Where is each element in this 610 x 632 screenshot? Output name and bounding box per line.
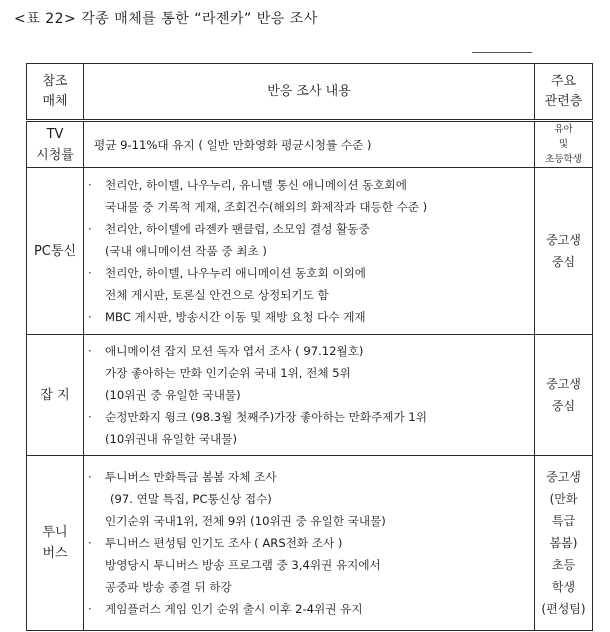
table-caption: <표 22> 각종 매체를 통한 “라젠카” 반응 조사 — [14, 11, 318, 27]
item-text: 인기순위 국내1위, 전체 9위 (10위권 중 유일한 국내물) — [105, 514, 386, 528]
table-header-row — [27, 64, 593, 121]
continuation-line — [84, 362, 534, 384]
media-cell: 잡 지 — [27, 335, 84, 456]
item-text: 천리안, 하이텔, 나우누리, 유니텔 통신 애니메이션 동호회에 — [105, 178, 407, 192]
item-text: 국내물 중 기록적 게재, 조회건수(해외의 화제작과 대등한 수준 ) — [105, 200, 428, 214]
decorative-rule — [472, 52, 532, 53]
item-text: 투니버스 만화특급 봄봄 자체 조사 — [105, 470, 277, 484]
related-cell: 중고생 (만화 특급 봄봄) 초등 학생 (편성팀) — [535, 456, 593, 631]
item-text: (10위권 중 유일한 국내물) — [105, 388, 241, 402]
continuation-line — [84, 428, 534, 450]
media-cell: PC통신 — [27, 168, 84, 335]
item-text: 순정만화지 윙크 (98.3월 첫째주)가장 좋아하는 만화주제가 1위 — [105, 410, 427, 424]
item-text: 애니메이션 잡지 모션 독자 엽서 조사 ( 97.12월호) — [105, 344, 364, 358]
header-content-label: 반응 조사 내용 — [267, 83, 351, 99]
bullet-dot: · — [88, 310, 92, 324]
content-cell — [84, 121, 535, 168]
bullet-item — [84, 306, 534, 328]
bullet-dot: · — [88, 266, 92, 280]
related-cell: 중고생 중심 — [535, 335, 593, 456]
related-cell: 유아 및 초등학생 — [535, 121, 593, 168]
bullet-item — [84, 262, 534, 284]
bullet-dot: · — [88, 222, 92, 236]
header-related — [535, 64, 593, 121]
continuation-line — [84, 196, 534, 218]
bullet-dot: · — [88, 344, 92, 358]
item-text: 가장 좋아하는 만화 인기순위 국내 1위, 전체 5위 — [105, 366, 351, 380]
item-text: 천리안, 하이텔에 라젠카 팬클럽, 소모임 결성 활동중 — [105, 222, 370, 236]
content-cell — [84, 456, 535, 631]
bullet-dot: · — [88, 602, 92, 616]
item-text: 평균 9-11%대 유지 ( 일반 만화영화 평균시청률 수준 ) — [94, 137, 372, 152]
bullet-dot: · — [88, 536, 92, 550]
header-media — [27, 64, 84, 121]
item-text: 천리안, 하이텔, 나우누리 애니메이션 동호회 이외에 — [105, 266, 366, 280]
header-related-label: 주요 관련층 — [544, 73, 583, 109]
continuation-line — [84, 510, 534, 532]
media-cell: 투니 버스 — [27, 456, 84, 631]
table-row — [27, 335, 593, 456]
item-text: 공중파 방송 종결 뒤 하강 — [105, 580, 232, 594]
table-row — [27, 456, 593, 631]
continuation-line — [84, 134, 534, 156]
continuation-line — [84, 240, 534, 262]
continuation-line — [84, 384, 534, 406]
item-text: (97. 연말 특집, PC통신상 접수) — [110, 492, 272, 506]
bullet-dot: · — [88, 178, 92, 192]
item-text: (국내 애니메이션 작품 중 최초 ) — [105, 244, 267, 258]
continuation-line — [84, 284, 534, 306]
item-text: (10위권내 유일한 국내물) — [105, 432, 237, 446]
continuation-line — [84, 576, 534, 598]
item-text: 투니버스 편성팀 인기도 조사 ( ARS전화 조사 ) — [105, 536, 343, 550]
header-media-label: 참조 매체 — [42, 73, 68, 109]
item-text: 전체 게시판, 토론실 안건으로 상정되기도 함 — [105, 288, 329, 302]
media-cell: TV 시청률 — [27, 121, 84, 168]
content-cell — [84, 335, 535, 456]
bullet-item — [84, 406, 534, 428]
survey-table — [26, 63, 593, 631]
content-cell — [84, 168, 535, 335]
continuation-line — [84, 488, 534, 510]
bullet-item — [84, 340, 534, 362]
bullet-item — [84, 466, 534, 488]
table-row — [27, 168, 593, 335]
bullet-dot: · — [88, 470, 92, 484]
continuation-line — [84, 554, 534, 576]
header-content — [84, 64, 535, 121]
bullet-item — [84, 174, 534, 196]
bullet-dot: · — [88, 410, 92, 424]
related-cell: 중고생 중심 — [535, 168, 593, 335]
item-text: MBC 게시판, 방송시간 이동 및 재방 요청 다수 게재 — [105, 310, 366, 324]
item-text: 게임플러스 게임 인기 순위 출시 이후 2-4위권 유지 — [105, 602, 363, 616]
bullet-item — [84, 532, 534, 554]
bullet-item — [84, 598, 534, 620]
bullet-item — [84, 218, 534, 240]
table-row — [27, 121, 593, 168]
item-text: 방영당시 투니버스 방송 프로그램 중 3,4위권 유지에서 — [105, 558, 381, 572]
